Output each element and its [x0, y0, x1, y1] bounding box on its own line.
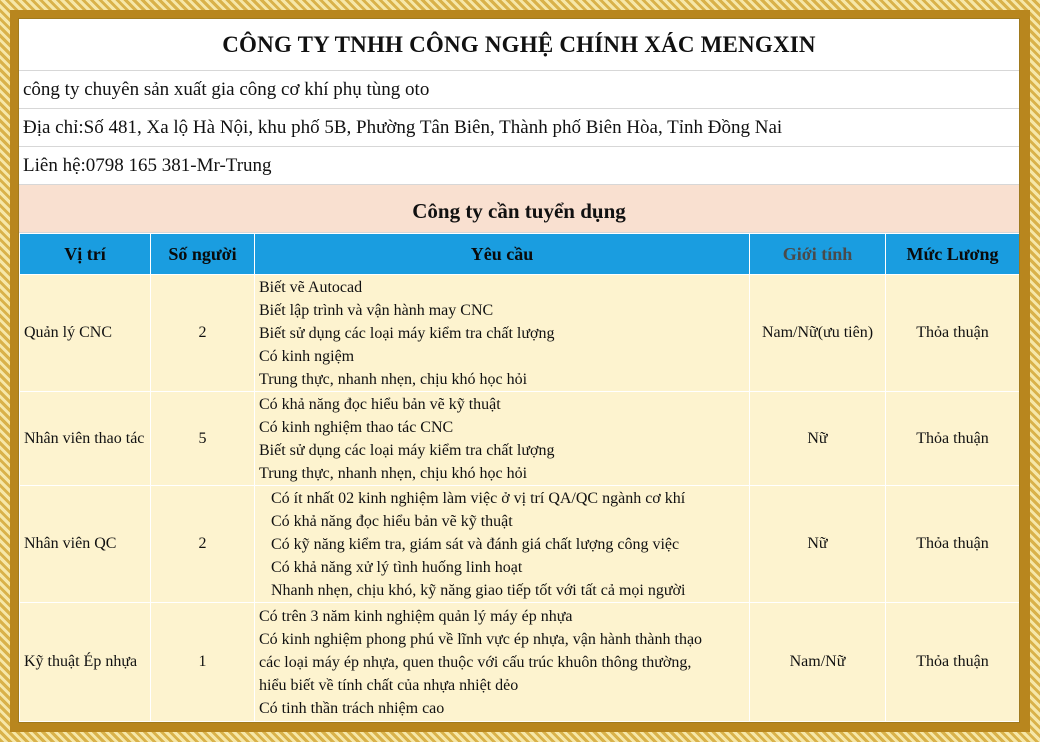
- count-cell: 5: [151, 392, 255, 486]
- requirement-line: Có trên 3 năm kinh nghiệm quản lý máy ép nhựa: [259, 607, 573, 625]
- requirement-line: Trung thực, nhanh nhẹn, chịu khó học hỏi: [259, 370, 528, 388]
- company-contact: Liên hệ:0798 165 381-Mr-Trung: [19, 147, 1019, 185]
- gender-cell: Nam/Nữ(ưu tiên): [750, 275, 886, 392]
- header-requirements: Yêu cầu: [255, 234, 750, 275]
- requirement-line: Trung thực, nhanh nhẹn, chịu khó học hỏi: [259, 464, 528, 482]
- salary-cell: Thỏa thuận: [886, 603, 1020, 722]
- requirement-line: Biết sử dụng các loại máy kiểm tra chất lượng: [259, 441, 555, 459]
- requirement-line: Có tinh thần trách nhiệm cao: [259, 699, 445, 717]
- count-cell: 2: [151, 486, 255, 603]
- requirement-line: Nhanh nhẹn, chịu khó, kỹ năng giao tiếp tốt với tất cả mọi người: [271, 581, 686, 599]
- requirement-line: Có kinh nghiệm phong phú về lĩnh vực ép nhựa, vận hành thành thạo: [259, 630, 703, 648]
- requirements-cell: [255, 603, 750, 722]
- requirement-line: hiểu biết về tính chất của nhựa nhiệt dẻo: [259, 676, 519, 694]
- requirement-line: Biết vẽ Autocad: [259, 278, 363, 296]
- position-cell: Nhân viên thao tác: [20, 392, 151, 486]
- header-gender: Giới tính: [750, 234, 886, 275]
- requirement-line: Có kinh ngiệm: [259, 347, 355, 365]
- gender-cell: Nữ: [750, 486, 886, 603]
- requirement-line: các loại máy ép nhựa, quen thuộc với cấu trúc khuôn thông thường,: [259, 653, 692, 671]
- count-cell: 2: [151, 275, 255, 392]
- header-count: Số người: [151, 234, 255, 275]
- table-row: [20, 603, 1020, 722]
- requirement-line: Có khả năng đọc hiểu bản vẽ kỹ thuật: [271, 512, 513, 530]
- job-posting-sheet: [19, 19, 1019, 722]
- position-cell: Nhân viên QC: [20, 486, 151, 603]
- gender-cell: Nam/Nữ: [750, 603, 886, 722]
- recruit-heading: Công ty cần tuyển dụng: [19, 185, 1019, 233]
- requirements-cell: [255, 275, 750, 392]
- requirement-line: Có ít nhất 02 kinh nghiệm làm việc ở vị trí QA/QC ngành cơ khí: [271, 489, 686, 507]
- position-cell: Kỹ thuật Ép nhựa: [20, 603, 151, 722]
- salary-cell: Thỏa thuận: [886, 392, 1020, 486]
- requirements-cell: [255, 486, 750, 603]
- position-cell: Quản lý CNC: [20, 275, 151, 392]
- requirement-line: Có kinh nghiệm thao tác CNC: [259, 418, 454, 436]
- company-name: CÔNG TY TNHH CÔNG NGHỆ CHÍNH XÁC MENGXIN: [19, 19, 1019, 71]
- table-row: [20, 392, 1020, 486]
- table-row: [20, 275, 1020, 392]
- salary-cell: Thỏa thuận: [886, 486, 1020, 603]
- company-address: Địa chỉ:Số 481, Xa lộ Hà Nội, khu phố 5B, Phường Tân Biên, Thành phố Biên Hòa, Tỉnh Đồng Nai: [19, 109, 1019, 147]
- requirement-line: Có khả năng xử lý tình huống linh hoạt: [271, 558, 523, 576]
- requirement-line: Có khả năng đọc hiểu bản vẽ kỹ thuật: [259, 395, 501, 413]
- requirements-cell: [255, 392, 750, 486]
- count-cell: 1: [151, 603, 255, 722]
- table-header-row: [20, 234, 1020, 275]
- header-position: Vị trí: [20, 234, 151, 275]
- company-description: công ty chuyên sản xuất gia công cơ khí phụ tùng oto: [19, 71, 1019, 109]
- requirement-line: Có kỹ năng kiểm tra, giám sát và đánh giá chất lượng công việc: [271, 535, 680, 553]
- requirement-line: Biết lập trình và vận hành may CNC: [259, 301, 494, 319]
- table-row: [20, 486, 1020, 603]
- job-table: [19, 233, 1019, 722]
- requirement-line: Biết sử dụng các loại máy kiểm tra chất lượng: [259, 324, 555, 342]
- header-salary: Mức Lương: [886, 234, 1020, 275]
- salary-cell: Thỏa thuận: [886, 275, 1020, 392]
- gender-cell: Nữ: [750, 392, 886, 486]
